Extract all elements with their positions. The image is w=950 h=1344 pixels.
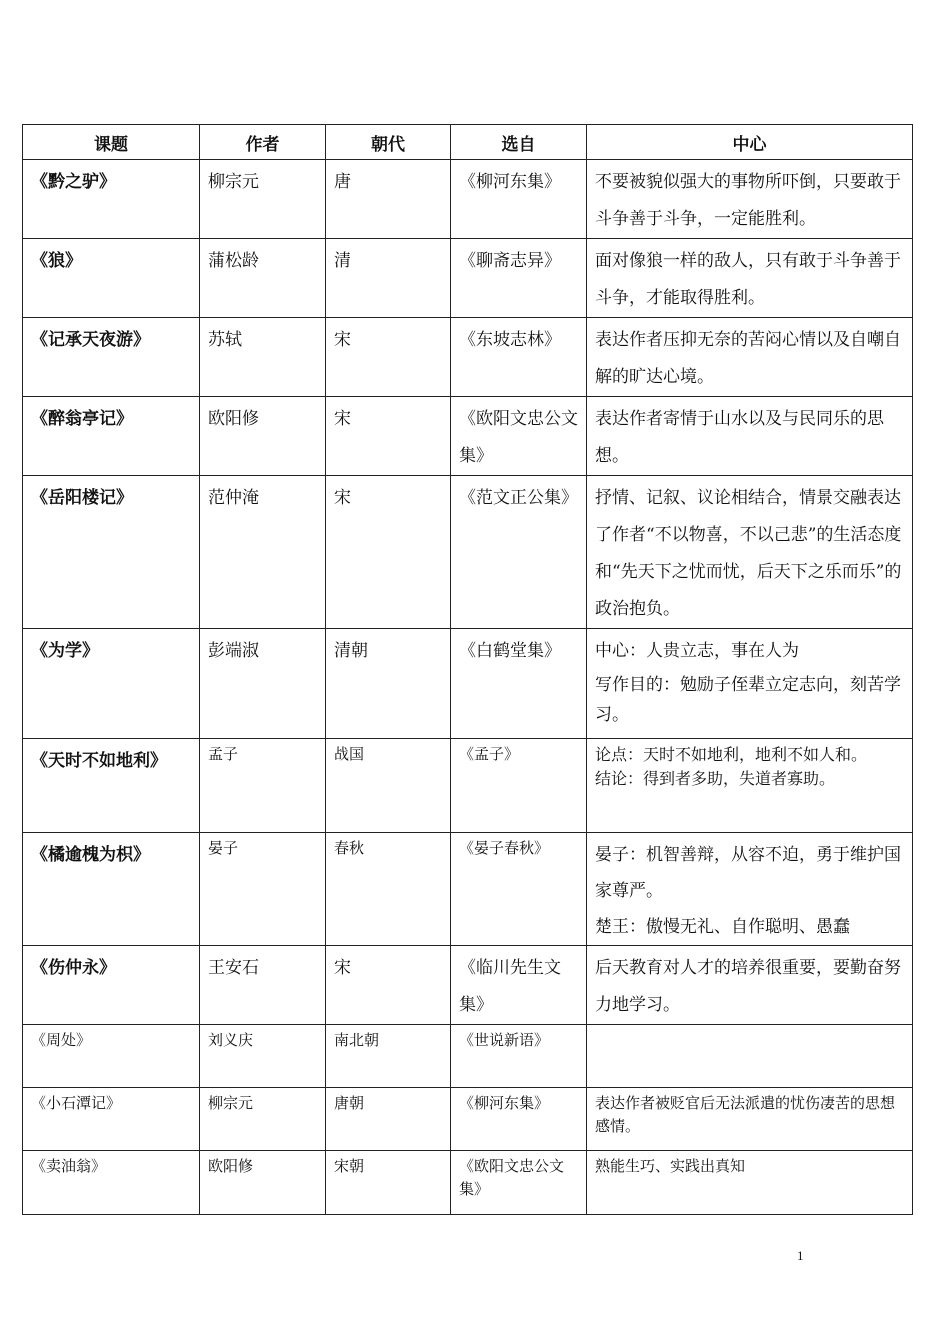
center-line: 面对像狼一样的敌人，只有敢于斗争善于斗争，才能取得胜利。: [595, 251, 901, 308]
cell-title: 《小石潭记》: [23, 1088, 200, 1151]
cell-center: [587, 739, 913, 833]
cell-source: 《欧阳文忠公文集》: [451, 397, 587, 476]
header-source: 选自: [451, 125, 587, 160]
center-line: 中心：人贵立志，事在人为: [595, 641, 799, 661]
cell-author: 欧阳修: [200, 397, 326, 476]
cell-author: 苏轼: [200, 318, 326, 397]
cell-dynasty: 清朝: [326, 629, 451, 739]
cell-dynasty: 清: [326, 239, 451, 318]
cell-title: 《卖油翁》: [23, 1151, 200, 1215]
cell-center: [587, 476, 913, 629]
cell-title: 《为学》: [23, 629, 200, 739]
table-row: [23, 629, 913, 739]
table-row: [23, 739, 913, 833]
cell-source: 《范文正公集》: [451, 476, 587, 629]
page-number: 1: [797, 1248, 804, 1263]
cell-source: 《白鹤堂集》: [451, 629, 587, 739]
cell-center: [587, 1025, 913, 1088]
table-row: [23, 1151, 913, 1215]
cell-title: 《黔之驴》: [23, 160, 200, 239]
cell-center: [587, 1088, 913, 1151]
cell-source: 《欧阳文忠公文集》: [451, 1151, 587, 1215]
table-row: [23, 239, 913, 318]
header-center: 中心: [587, 125, 913, 160]
cell-dynasty: 宋: [326, 318, 451, 397]
cell-center: [587, 397, 913, 476]
center-line: 后天教育对人才的培养很重要，要勤奋努力地学习。: [595, 958, 901, 1015]
cell-title: 《天时不如地利》: [23, 739, 200, 833]
center-line: 不要被貌似强大的事物所吓倒，只要敢于斗争善于斗争，一定能胜利。: [595, 172, 901, 229]
cell-title: 《狼》: [23, 239, 200, 318]
cell-center: [587, 1151, 913, 1215]
cell-source: 《东坡志林》: [451, 318, 587, 397]
cell-dynasty: 唐: [326, 160, 451, 239]
cell-title: 《醉翁亭记》: [23, 397, 200, 476]
cell-dynasty: 唐朝: [326, 1088, 451, 1151]
summary-table: [22, 124, 913, 1215]
cell-center: [587, 239, 913, 318]
table-row: [23, 160, 913, 239]
cell-dynasty: 宋朝: [326, 1151, 451, 1215]
center-line: 表达作者被贬官后无法派遣的忧伤凄苦的思想感情。: [595, 1094, 896, 1135]
cell-author: 范仲淹: [200, 476, 326, 629]
cell-author: 孟子: [200, 739, 326, 833]
cell-source: 《世说新语》: [451, 1025, 587, 1088]
cell-title: 《周处》: [23, 1025, 200, 1088]
cell-center: [587, 946, 913, 1025]
header-row: [23, 125, 913, 160]
cell-dynasty: 宋: [326, 397, 451, 476]
cell-title: 《记承天夜游》: [23, 318, 200, 397]
center-line: 抒情、记叙、议论相结合，情景交融表达了作者“不以物喜，不以己悲”的生活态度和“先天下之忧而忧，后天下之乐而乐”的政治抱负。: [595, 488, 902, 619]
cell-title: 《岳阳楼记》: [23, 476, 200, 629]
cell-dynasty: 南北朝: [326, 1025, 451, 1088]
cell-author: 蒲松龄: [200, 239, 326, 318]
cell-author: 晏子: [200, 833, 326, 946]
center-line: 结论：得到者多助，失道者寡助。: [595, 769, 836, 788]
header-dynasty: 朝代: [326, 125, 451, 160]
cell-author: 刘义庆: [200, 1025, 326, 1088]
center-line: 论点：天时不如地利，地利不如人和。: [595, 745, 868, 764]
center-line: 表达作者寄情于山水以及与民同乐的思想。: [595, 409, 884, 466]
cell-center: [587, 833, 913, 946]
cell-center: [587, 318, 913, 397]
cell-center: [587, 629, 913, 739]
table-row: [23, 476, 913, 629]
table-row: [23, 1025, 913, 1088]
cell-dynasty: 宋: [326, 946, 451, 1025]
cell-author: 柳宗元: [200, 1088, 326, 1151]
center-line: 熟能生巧、实践出真知: [595, 1157, 746, 1175]
cell-source: 《柳河东集》: [451, 1088, 587, 1151]
header-author: 作者: [200, 125, 326, 160]
table-row: [23, 833, 913, 946]
cell-dynasty: 战国: [326, 739, 451, 833]
center-line: 表达作者压抑无奈的苦闷心情以及自嘲自解的旷达心境。: [595, 330, 901, 387]
cell-source: 《孟子》: [451, 739, 587, 833]
cell-title: 《橘逾槐为枳》: [23, 833, 200, 946]
center-line: 写作目的：勉励子侄辈立定志向，刻苦学习。: [595, 675, 901, 725]
cell-center: [587, 160, 913, 239]
table-row: [23, 397, 913, 476]
cell-author: 柳宗元: [200, 160, 326, 239]
table-row: [23, 318, 913, 397]
cell-source: 《聊斋志异》: [451, 239, 587, 318]
cell-author: 王安石: [200, 946, 326, 1025]
center-line: 楚王：傲慢无礼、自作聪明、愚蠢: [595, 917, 850, 937]
cell-dynasty: 春秋: [326, 833, 451, 946]
cell-author: 欧阳修: [200, 1151, 326, 1215]
header-title: 课题: [23, 125, 200, 160]
cell-title: 《伤仲永》: [23, 946, 200, 1025]
table-row: [23, 1088, 913, 1151]
cell-dynasty: 宋: [326, 476, 451, 629]
table-row: [23, 946, 913, 1025]
cell-source: 《晏子春秋》: [451, 833, 587, 946]
cell-author: 彭端淑: [200, 629, 326, 739]
center-line: 晏子：机智善辩，从容不迫，勇于维护国家尊严。: [595, 845, 901, 901]
cell-source: 《柳河东集》: [451, 160, 587, 239]
cell-source: 《临川先生文集》: [451, 946, 587, 1025]
